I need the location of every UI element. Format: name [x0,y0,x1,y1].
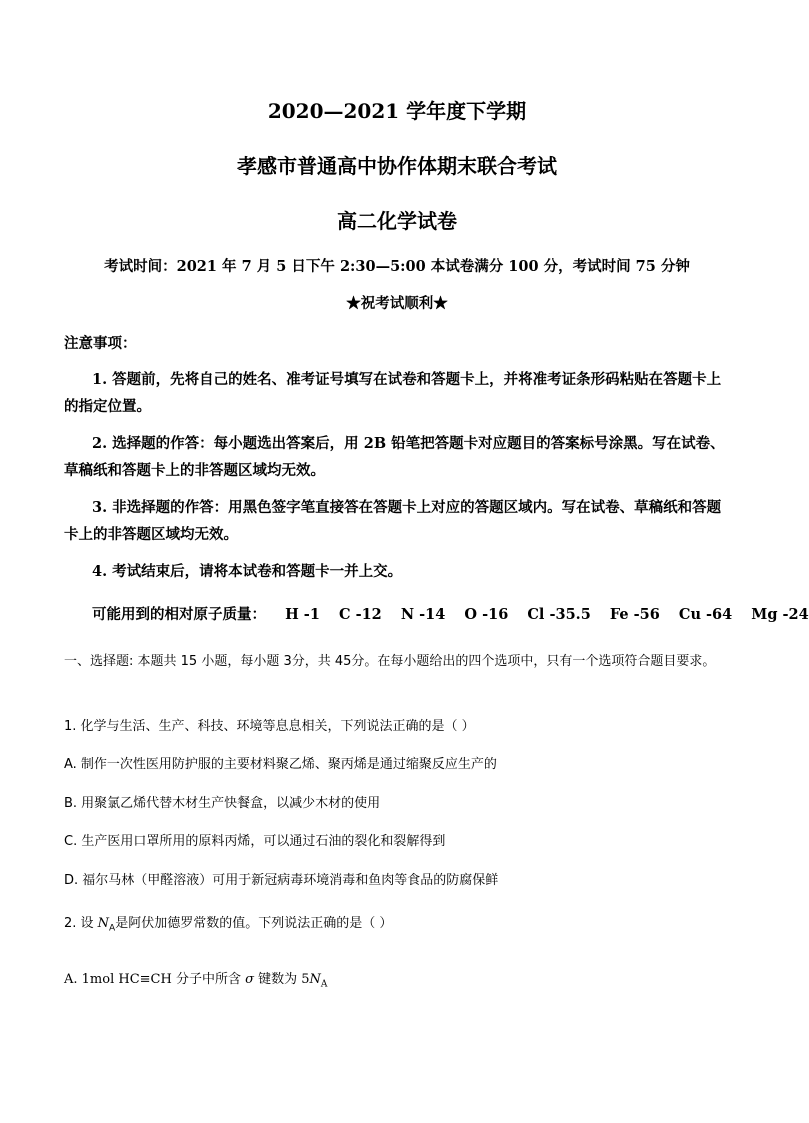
element-mass: Fe -56 [609,606,660,623]
notice-item-4: 4. 考试结束后，请将本试卷和答题卡一并上交。 [92,563,403,580]
avogadro-subscript: A [109,923,116,934]
sigma-symbol: σ [245,972,254,987]
element-mass: O -16 [464,606,509,623]
question-2-option-a [64,968,734,997]
question-1-stem: 1. 化学与生活、生产、科技、环境等息息相关，下列说法正确的是（ ） [64,719,475,734]
question-1-option-d: D. 福尔马林（甲醛溶液）可用于新冠病毒环境消毒和鱼肉等食品的防腐保鲜 [64,873,499,888]
question-1-option-a: A. 制作一次性医用防护服的主要材料聚乙烯、聚丙烯是通过缩聚反应生产的 [64,757,497,772]
element-mass: N -14 [400,606,446,623]
notice-item-2: 2. 选择题的作答：每小题选出答案后，用 2B 铅笔把答题卡对应题目的答案标号涂黑。写在试卷、草稿纸和答题卡上的非答题区域均无效。 [64,435,725,479]
question-2-prefix: 2. 设 [64,916,98,931]
element-mass: Cl -35.5 [527,606,591,623]
good-luck-wish: ★祝考试顺利★ [346,295,448,312]
year-line: 2020—2021 学年度下学期 [267,99,527,123]
question-1-option-b: B. 用聚氯乙烯代替木材生产快餐盒，以减少木材的使用 [64,796,381,811]
option-a-prefix: A. 1mol HC≡CH 分子中所含 [64,972,246,987]
avogadro-subscript: A [320,979,328,990]
element-mass: Cu -64 [678,606,733,623]
element-mass: Mg -24 [751,606,809,623]
avogadro-symbol: N [97,916,110,931]
atomic-mass-line [92,603,809,624]
question-1-option-c: C. 生产医用口罩所用的原料丙烯，可以通过石油的裂化和裂解得到 [64,834,446,849]
element-mass: C -12 [338,606,382,623]
atomic-mass-label: 可能用到的相对原子质量： [92,606,266,623]
avogadro-symbol: N [309,972,321,987]
subject-title: 高二化学试卷 [337,209,457,233]
question-2-stem [64,912,734,941]
notice-title: 注意事项： [64,335,137,352]
option-a-mid: 键数为 5 [253,972,310,987]
exam-name: 孝感市普通高中协作体期末联合考试 [237,154,557,178]
exam-info: 考试时间：2021 年 7 月 5 日下午 2:30—5:00 本试卷满分 100 分，考试时间 75 分钟 [104,258,690,275]
section-heading: 一、选择题: 本题共 15 小题，每小题 3分，共 45分。在每小题给出的四个选项中，只有一个选项符合题目要求。 [64,654,716,669]
notice-item-1: 1. 答题前，先将自己的姓名、准考证号填写在试卷和答题卡上，并将准考证条形码粘贴在答题卡上的指定位置。 [64,371,722,415]
notice-item-3: 3. 非选择题的作答：用黑色签字笔直接答在答题卡上对应的答题区域内。写在试卷、草稿纸和答题卡上的非答题区域均无效。 [64,499,722,543]
element-mass: H -1 [285,606,320,623]
question-2-suffix: 是阿伏加德罗常数的值。下列说法正确的是（ ） [115,916,393,931]
